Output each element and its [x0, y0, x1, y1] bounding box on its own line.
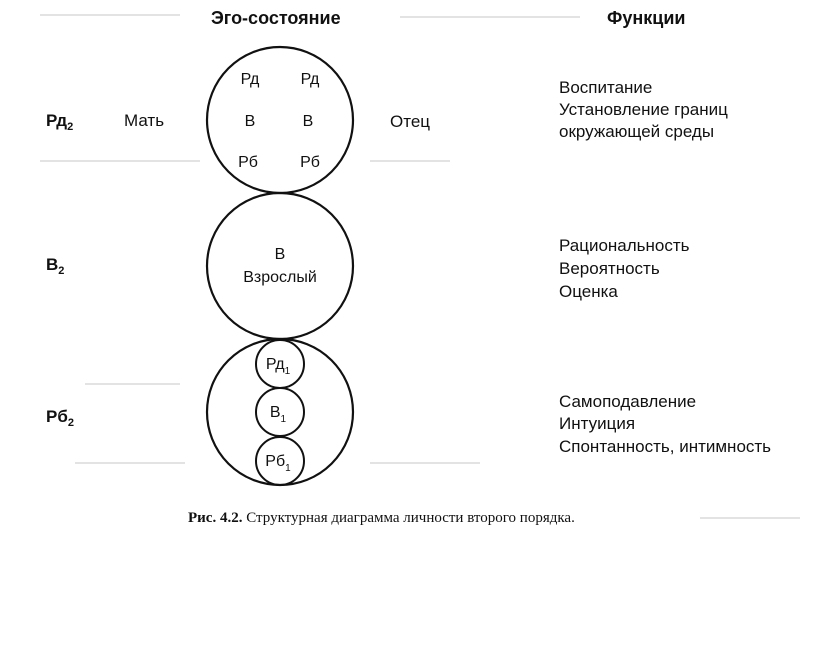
child-inner-parent-sub: 1 — [284, 366, 291, 377]
function-child-2: Интуиция — [559, 414, 636, 433]
child-inner-adult-base: В — [269, 404, 281, 421]
level-label-adult-sub: 2 — [58, 265, 65, 277]
figure-caption-text: Структурная диаграмма личности второго порядка. — [246, 510, 575, 526]
parent-circle-row2-right: В — [302, 113, 314, 130]
parent-circle-row3-left: Рб — [238, 154, 258, 171]
parent-circle-row1-left: Рд — [240, 71, 260, 88]
child-inner-child-sub: 1 — [285, 463, 291, 474]
parent-circle-row3-right: Рб — [300, 154, 320, 171]
parent-circle-row1-right: Рд — [300, 71, 320, 88]
child-inner-child-base: Рб — [265, 453, 286, 470]
father-label: Отец — [390, 112, 431, 131]
function-parent-3: окружающей среды — [559, 122, 715, 141]
parent-circle — [207, 47, 353, 193]
level-label-child-base: Рб — [46, 407, 68, 426]
child-inner-parent-label — [266, 356, 291, 377]
adult-circle — [207, 193, 353, 339]
parent-circle-row2-left: В — [244, 113, 256, 130]
child-inner-adult-sub: 1 — [280, 414, 287, 425]
function-parent-1: Воспитание — [559, 78, 653, 97]
function-parent-2: Установление границ — [559, 100, 728, 119]
adult-circle-line2: Взрослый — [243, 269, 317, 286]
functions-header: Функции — [607, 8, 686, 28]
level-label-adult-base: В — [46, 255, 59, 274]
figure-caption — [188, 510, 575, 527]
function-child-1: Самоподавление — [559, 392, 697, 411]
function-adult-3: Оценка — [559, 282, 618, 301]
level-label-child-sub: 2 — [67, 417, 74, 429]
child-inner-adult-label — [270, 404, 287, 425]
level-label-parent-base: Рд — [46, 111, 68, 130]
ego-state-header: Эго-состояние — [211, 8, 341, 28]
child-inner-child-label — [265, 453, 291, 474]
function-child-3: Спонтанность, интимность — [559, 437, 772, 456]
child-inner-parent-base: Рд — [265, 356, 285, 373]
function-adult-2: Вероятность — [559, 259, 660, 278]
mother-label: Мать — [124, 111, 165, 130]
function-adult-1: Рациональность — [559, 236, 690, 255]
figure-caption-label: Рис. 4.2. — [188, 510, 243, 526]
level-label-parent-sub: 2 — [67, 121, 74, 133]
adult-circle-line1: В — [274, 246, 286, 263]
